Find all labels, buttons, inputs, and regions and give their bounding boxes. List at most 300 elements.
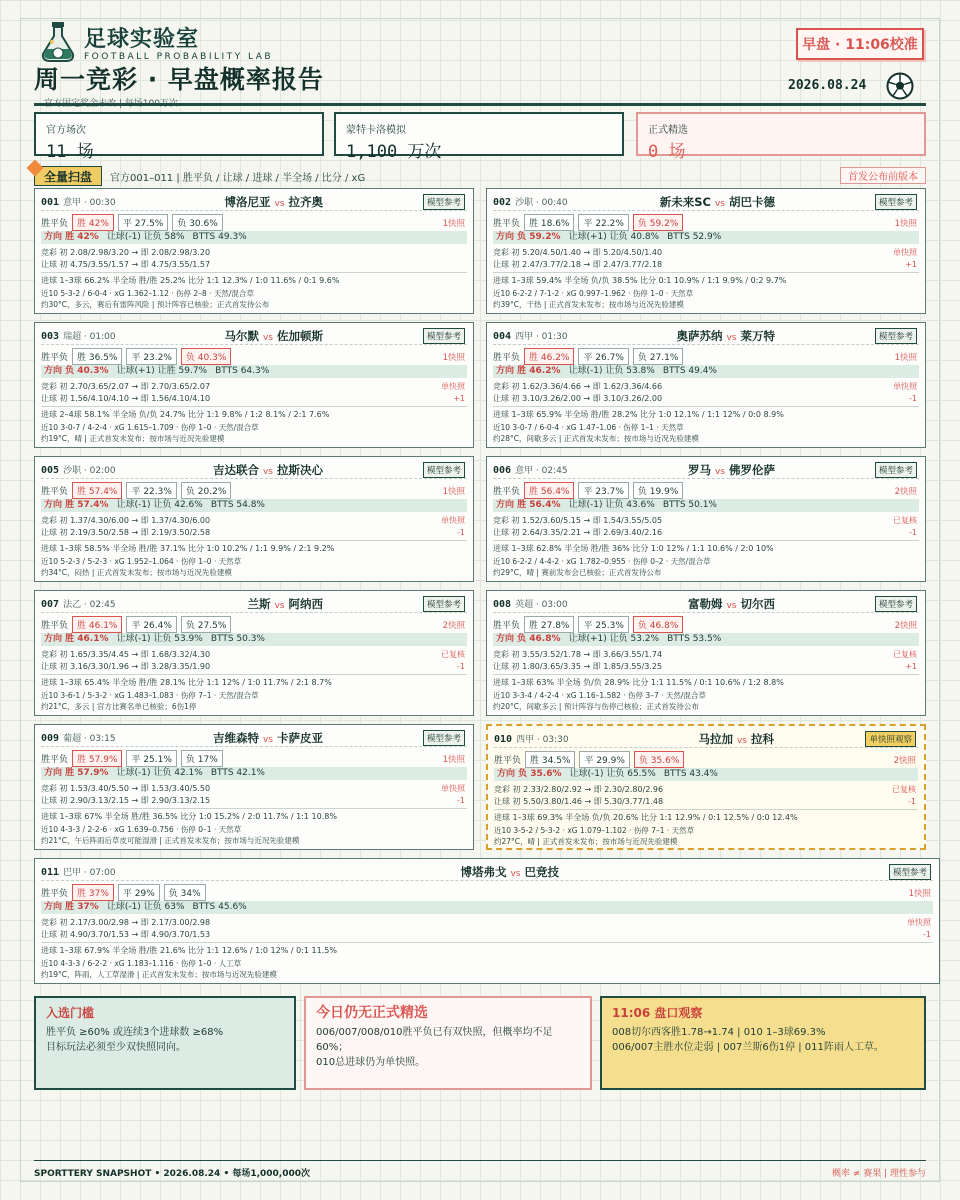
direction-row — [41, 365, 467, 378]
match-id: 008 — [493, 599, 512, 610]
direction-row — [494, 768, 918, 781]
panel-line: 目标玩法必须至少双快照同向。 — [46, 1042, 186, 1053]
card-divider — [41, 612, 467, 613]
weather-lineup-note: 约21°C，多云 | 官方比赛名单已核验；6伤1停 — [41, 702, 197, 711]
goal-score-stats: 进球 1–3球 59.4% 半全场 负/负 38.5% 比分 0:1 10.9% / 1:1 9.9% / 0:2 9.7% — [493, 276, 787, 285]
form-xg-line: 近10 3-0-7 / 6-0-4 · xG 1.47–1.06 · 伤停 1–1 · 天然草 — [493, 423, 684, 432]
alert-label: 单快照 — [893, 248, 917, 257]
stat-matches — [34, 112, 324, 162]
odds-alert — [441, 649, 465, 673]
home-team: 新未来SC — [659, 195, 711, 209]
handicap-prob: 让球(-1) 让负 65.5% — [569, 769, 656, 779]
match-teams — [247, 596, 323, 612]
outcome-win: 胜 46.1% — [72, 616, 122, 633]
match-id: 005 — [41, 465, 60, 476]
btts-prob: BTTS 45.6% — [192, 902, 247, 912]
match-teams — [676, 328, 775, 344]
pre-release-badge: 首发公布前版本 — [840, 167, 926, 184]
goal-score-stats: 进球 1–3球 66.2% 半全场 胜/胜 25.2% 比分 1:1 12.3% / 1:0 11.6% / 0:1 9.6% — [41, 276, 340, 285]
alert-number: -1 — [457, 662, 465, 671]
odds-standard: 竞彩 初 1.65/3.35/4.45 → 即 1.68/3.32/4.30 — [41, 650, 211, 659]
odds-standard: 竞彩 初 2.08/2.98/3.20 → 即 2.08/2.98/3.20 — [41, 248, 211, 257]
outcome-label: 胜平负 — [41, 487, 69, 497]
card-divider — [41, 478, 467, 479]
outcome-label: 胜平负 — [41, 889, 69, 899]
match-league-time: 意甲 · 00:30 — [63, 198, 116, 208]
card-divider — [41, 406, 467, 407]
alert-number: -1 — [923, 930, 931, 939]
footer-right: 概率 ≠ 赛果 | 理性参与 — [831, 1169, 926, 1179]
report-title: 周一竞彩 · 早盘概率报告 — [34, 65, 324, 94]
card-divider — [493, 478, 919, 479]
home-team: 博塔弗戈 — [460, 865, 507, 879]
outcome-draw: 平 29% — [118, 884, 160, 901]
model-ref-badge: 模型参考 — [423, 596, 465, 612]
panel-line: 006/007主胜水位走弱 | 007兰斯6伤1停 | 011阵雨人工草。 — [612, 1042, 884, 1053]
outcome-row — [494, 751, 684, 768]
match-id: 007 — [41, 599, 60, 610]
alert-label: 已复核 — [892, 785, 916, 794]
match-card[interactable] — [486, 188, 926, 314]
match-league-time: 意甲 · 02:45 — [515, 466, 568, 476]
odds-alert — [441, 783, 465, 807]
card-divider — [493, 540, 919, 541]
weather-lineup-note: 约29°C，晴 | 赛前发布会已核验；正式首发待公布 — [493, 568, 662, 577]
away-team: 卡萨皮亚 — [277, 731, 323, 745]
match-card[interactable] — [486, 322, 926, 448]
scan-description: 官方001–011 | 胜平负 / 让球 / 进球 / 半全场 / 比分 / xG — [110, 173, 366, 184]
vs-label: vs — [274, 199, 285, 209]
away-team: 拉科 — [751, 732, 774, 746]
odds-standard: 竞彩 初 3.55/3.52/1.78 → 即 3.66/3.55/1.74 — [493, 650, 663, 659]
outcome-lose: 负 46.8% — [633, 616, 683, 633]
outcome-draw: 平 25.1% — [126, 750, 176, 767]
odds-standard: 竞彩 初 2.70/3.65/2.07 → 即 2.70/3.65/2.07 — [41, 382, 211, 391]
threshold-panel — [34, 996, 296, 1090]
home-team: 博洛尼亚 — [224, 195, 271, 209]
match-league-time: 瑞超 · 01:00 — [63, 332, 116, 342]
model-ref-badge: 模型参考 — [423, 462, 465, 478]
direction-pick: 方向 负 59.2% — [496, 232, 561, 242]
model-ref-badge: 模型参考 — [875, 328, 917, 344]
outcome-lose: 负 30.6% — [172, 214, 222, 231]
odds-handicap: 让球 初 5.50/3.80/1.46 → 即 5.30/3.77/1.48 — [494, 797, 664, 806]
form-xg-line: 近10 6-2-2 / 4-4-2 · xG 1.782–0.955 · 伤停 0–2 · 天然/混合草 — [493, 557, 711, 566]
vs-label: vs — [510, 869, 521, 879]
brand-title: 足球实验室 — [84, 27, 200, 52]
handicap-prob: 让球(-1) 让负 53.9% — [116, 634, 203, 644]
odds-standard: 竞彩 初 1.37/4.30/6.00 → 即 1.37/4.30/6.00 — [41, 516, 211, 525]
outcome-lose: 负 59.2% — [633, 214, 683, 231]
stat-simulations — [334, 112, 624, 162]
outcome-lose: 负 40.3% — [181, 348, 231, 365]
no-pick-panel — [304, 996, 592, 1090]
card-divider — [41, 272, 467, 273]
form-xg-line: 近10 4-3-3 / 6-2-2 · xG 1.183–1.116 · 伤停 1–0 · 人工草 — [41, 959, 242, 968]
alert-number: -1 — [908, 797, 916, 806]
match-league-time: 沙职 · 02:00 — [63, 466, 116, 476]
outcome-row — [41, 750, 223, 767]
weather-lineup-note: 约19°C，阵雨，人工草湿滑 | 正式首发未发布；按市场与近况先验建模 — [41, 970, 277, 979]
match-teams — [224, 194, 323, 210]
form-xg-line: 近10 6-2-2 / 7-1-2 · xG 0.997–1.962 · 伤停 1–0 · 天然草 — [493, 289, 694, 298]
match-teams — [698, 731, 774, 747]
flask-ball-logo — [38, 20, 78, 64]
card-divider — [493, 674, 919, 675]
stat-value: 0 场 — [648, 142, 686, 162]
odds-handicap: 让球 初 4.90/3.70/1.53 → 即 4.90/3.70/1.53 — [41, 930, 211, 939]
goal-score-stats: 进球 1–3球 67% 半全场 胜/胜 36.5% 比分 1:0 15.2% / 2:0 11.7% / 1:1 10.8% — [41, 812, 337, 821]
odds-handicap: 让球 初 2.64/3.35/2.21 → 即 2.69/3.40/2.16 — [493, 528, 663, 537]
outcome-draw: 平 23.7% — [578, 482, 628, 499]
goal-score-stats: 进球 1–3球 62.8% 半全场 胜/胜 36% 比分 1:0 12% / 1:1 10.6% / 2:0 10% — [493, 544, 774, 553]
direction-pick: 方向 胜 46.1% — [44, 634, 109, 644]
report-date: 2026.08.24 — [788, 78, 867, 93]
odds-standard: 竞彩 初 1.53/3.40/5.50 → 即 1.53/3.40/5.50 — [41, 784, 211, 793]
away-team: 切尔西 — [740, 597, 775, 611]
odds-standard: 竞彩 初 2.33/2.80/2.92 → 即 2.30/2.80/2.96 — [494, 785, 664, 794]
match-card[interactable] — [34, 858, 940, 984]
btts-prob: BTTS 64.3% — [215, 366, 270, 376]
odds-handicap: 让球 初 3.16/3.30/1.96 → 即 3.28/3.35/1.90 — [41, 662, 211, 671]
odds-alert — [893, 247, 917, 271]
alert-label: 单快照 — [441, 784, 465, 793]
scan-tag-label: 全量扫盘 — [43, 169, 92, 184]
goal-score-stats: 进球 1–3球 69.3% 半全场 负/负 20.6% 比分 1:1 12.9% / 0:1 12.5% / 0:0 12.4% — [494, 813, 798, 822]
match-league-time: 葡超 · 03:15 — [63, 734, 116, 744]
outcome-win: 胜 42% — [72, 214, 114, 231]
match-card[interactable] — [34, 456, 474, 582]
away-team: 佛罗伦萨 — [729, 463, 775, 477]
btts-prob: BTTS 50.3% — [210, 634, 265, 644]
outcome-lose: 负 17% — [181, 750, 223, 767]
panel-line: 010总进球仍为单快照。 — [316, 1057, 426, 1068]
stat-label: 正式精选 — [648, 125, 688, 136]
outcome-lose: 负 19.9% — [633, 482, 683, 499]
card-divider — [494, 809, 918, 810]
match-teams — [460, 864, 559, 880]
card-divider — [41, 880, 933, 881]
model-ref-badge: 模型参考 — [875, 462, 917, 478]
vs-label: vs — [274, 601, 285, 611]
card-divider — [493, 210, 919, 211]
outcome-draw: 平 22.3% — [126, 482, 176, 499]
btts-prob: BTTS 43.4% — [663, 769, 718, 779]
outcome-draw: 平 29.9% — [579, 751, 629, 768]
snapshot-count: 1快照 — [908, 889, 931, 899]
form-xg-line: 近10 5-2-3 / 5-2-3 · xG 1.952–1.064 · 伤停 1–0 · 天然草 — [41, 557, 242, 566]
alert-label: 单快照 — [907, 918, 931, 927]
card-divider — [41, 344, 467, 345]
away-team: 拉齐奥 — [288, 195, 323, 209]
odds-standard: 竞彩 初 2.17/3.00/2.98 → 即 2.17/3.00/2.98 — [41, 918, 211, 927]
match-league-time: 巴甲 · 07:00 — [63, 868, 116, 878]
match-meta — [41, 597, 116, 610]
snapshot-count: 1快照 — [442, 353, 465, 363]
match-teams — [213, 462, 323, 478]
weather-lineup-note: 约20°C，间歇多云 | 预计阵容与伤停已核验；正式首发待公布 — [493, 702, 699, 711]
card-divider — [493, 612, 919, 613]
stat-value: 11 场 — [46, 142, 94, 162]
alert-number: +1 — [453, 394, 465, 403]
handicap-prob: 让球(+1) 让胜 59.7% — [116, 366, 208, 376]
direction-pick: 方向 胜 37% — [44, 902, 99, 912]
btts-prob: BTTS 50.1% — [662, 500, 717, 510]
outcome-win: 胜 57.9% — [72, 750, 122, 767]
vs-label: vs — [714, 199, 725, 209]
model-ref-badge: 模型参考 — [875, 194, 917, 210]
home-team: 兰斯 — [247, 597, 271, 611]
panel-line: 006/007/008/010胜平负已有双快照，但概率均不足60%； — [316, 1027, 553, 1053]
card-divider — [493, 272, 919, 273]
home-team: 马尔默 — [224, 329, 259, 343]
stat-label: 官方场次 — [46, 125, 86, 136]
model-ref-badge: 单快照观察 — [865, 731, 916, 747]
btts-prob: BTTS 49.3% — [192, 232, 247, 242]
odds-handicap: 让球 初 1.56/4.10/4.10 → 即 1.56/4.10/4.10 — [41, 394, 211, 403]
outcome-win: 胜 46.2% — [524, 348, 574, 365]
match-meta — [41, 731, 116, 744]
outcome-row — [41, 482, 231, 499]
outcome-lose: 负 27.1% — [633, 348, 683, 365]
home-team: 吉达联合 — [212, 463, 259, 477]
outcome-row — [41, 348, 231, 365]
match-card[interactable] — [486, 590, 926, 716]
match-meta — [41, 195, 116, 208]
odds-alert — [892, 784, 916, 808]
outcome-row — [493, 482, 683, 499]
weather-lineup-note: 约34°C，闷热 | 正式首发未发布；按市场与近况先验建模 — [41, 568, 232, 577]
match-league-time: 西甲 · 01:30 — [515, 332, 568, 342]
snapshot-count: 1快照 — [442, 219, 465, 229]
stat-picks — [636, 112, 926, 162]
direction-row — [493, 365, 919, 378]
weather-lineup-note: 约19°C，晴 | 正式首发未发布；按市场与近况先验建模 — [41, 434, 225, 443]
handicap-prob: 让球(+1) 让负 40.8% — [568, 232, 660, 242]
outcome-win: 胜 57.4% — [72, 482, 122, 499]
weather-lineup-note: 约21°C，午后阵雨后草皮可能湿滑 | 正式首发未发布；按市场与近况先验建模 — [41, 836, 300, 845]
form-xg-line: 近10 5-3-2 / 6-0-4 · xG 1.362–1.12 · 伤停 2–8 · 天然/混合草 — [41, 289, 254, 298]
match-meta — [41, 865, 116, 878]
alert-label: 已复核 — [441, 650, 465, 659]
match-meta — [493, 329, 568, 342]
form-xg-line: 近10 3-6-1 / 5-3-2 · xG 1.483–1.083 · 伤停 7–1 · 天然/混合草 — [41, 691, 259, 700]
match-league-time: 法乙 · 02:45 — [63, 600, 116, 610]
match-teams — [213, 730, 323, 746]
alert-label: 单快照 — [441, 382, 465, 391]
match-meta — [41, 463, 116, 476]
vs-label: vs — [262, 735, 273, 745]
stat-label: 蒙特卡洛模拟 — [346, 125, 406, 136]
outcome-label: 胜平负 — [493, 219, 521, 229]
outcome-label: 胜平负 — [494, 756, 522, 766]
outcome-label: 胜平负 — [41, 621, 69, 631]
outcome-lose: 负 20.2% — [181, 482, 231, 499]
odds-standard: 竞彩 初 5.20/4.50/1.40 → 即 5.20/4.50/1.40 — [493, 248, 663, 257]
outcome-row — [493, 616, 683, 633]
header-rule — [34, 103, 926, 106]
footer-left: SPORTTERY SNAPSHOT • 2026.08.24 • 每场1,000,000次 — [34, 1169, 311, 1179]
odds-alert — [907, 917, 931, 941]
stat-value: 1,100 万次 — [346, 142, 442, 162]
snapshot-count: 1快照 — [894, 353, 917, 363]
match-card[interactable] — [486, 456, 926, 582]
alert-number: +1 — [905, 260, 917, 269]
odds-handicap: 让球 初 3.10/3.26/2.00 → 即 3.10/3.26/2.00 — [493, 394, 663, 403]
btts-prob: BTTS 52.9% — [667, 232, 722, 242]
goal-score-stats: 进球 1–3球 65.4% 半全场 胜/胜 28.1% 比分 1:1 12% / 1:0 11.7% / 2:1 8.7% — [41, 678, 332, 687]
handicap-prob: 让球(-1) 让负 53.8% — [568, 366, 655, 376]
match-league-time: 沙职 · 00:40 — [515, 198, 568, 208]
match-id: 004 — [493, 331, 512, 342]
direction-pick: 方向 负 46.8% — [496, 634, 561, 644]
btts-prob: BTTS 53.5% — [667, 634, 722, 644]
handicap-prob: 让球(+1) 让负 53.2% — [568, 634, 660, 644]
card-divider — [41, 674, 467, 675]
odds-alert — [893, 515, 917, 539]
snapshot-count: 2快照 — [894, 621, 917, 631]
snapshot-count: 1快照 — [442, 755, 465, 765]
match-id: 011 — [41, 867, 60, 878]
odds-handicap: 让球 初 4.75/3.55/1.57 → 即 4.75/3.55/1.57 — [41, 260, 211, 269]
match-teams — [224, 328, 323, 344]
card-divider — [494, 747, 918, 748]
direction-pick: 方向 胜 56.4% — [496, 500, 561, 510]
odds-standard: 竞彩 初 1.62/3.36/4.66 → 即 1.62/3.36/4.66 — [493, 382, 663, 391]
handicap-prob: 让球(-1) 让负 43.6% — [568, 500, 655, 510]
outcome-row — [493, 348, 683, 365]
weather-lineup-note: 约28°C，间歇多云 | 正式首发未发布；按市场与近况先验建模 — [493, 434, 699, 443]
outcome-win: 胜 37% — [72, 884, 114, 901]
outcome-label: 胜平负 — [41, 755, 69, 765]
snapshot-count: 1快照 — [442, 487, 465, 497]
match-meta — [493, 463, 568, 476]
outcome-win: 胜 36.5% — [72, 348, 122, 365]
match-id: 001 — [41, 197, 60, 208]
match-card[interactable] — [34, 724, 474, 850]
match-meta — [493, 195, 568, 208]
outcome-label: 胜平负 — [41, 219, 69, 229]
direction-pick: 方向 胜 46.2% — [496, 366, 561, 376]
match-meta — [493, 597, 568, 610]
vs-label: vs — [726, 601, 737, 611]
away-team: 巴竞技 — [524, 865, 559, 879]
alert-label: 已复核 — [893, 516, 917, 525]
direction-row — [493, 633, 919, 646]
odds-standard: 竞彩 初 1.52/3.60/5.15 → 即 1.54/3.55/5.05 — [493, 516, 663, 525]
match-id: 009 — [41, 733, 60, 744]
panel-line: 胜平负 ≥60% 或连续3个进球数 ≥68% — [46, 1027, 224, 1038]
away-team: 胡巴卡德 — [729, 195, 775, 209]
direction-pick: 方向 胜 57.4% — [44, 500, 109, 510]
odds-alert — [893, 649, 917, 673]
outcome-win: 胜 34.5% — [525, 751, 575, 768]
direction-pick: 方向 胜 57.9% — [44, 768, 109, 778]
market-watch-panel — [600, 996, 926, 1090]
match-meta — [494, 732, 569, 745]
match-teams — [688, 462, 775, 478]
outcome-lose: 负 35.6% — [634, 751, 684, 768]
card-divider — [493, 406, 919, 407]
match-card[interactable] — [34, 188, 474, 314]
match-id: 010 — [494, 734, 513, 745]
goal-score-stats: 进球 1–3球 58.5% 半全场 胜/胜 37.1% 比分 1:0 10.2% / 1:1 9.9% / 2:1 9.2% — [41, 544, 335, 553]
direction-row — [41, 767, 467, 780]
handicap-prob: 让球(-1) 让负 42.6% — [116, 500, 203, 510]
home-team: 吉维森特 — [212, 731, 259, 745]
odds-alert — [893, 381, 917, 405]
match-card[interactable] — [486, 724, 926, 850]
handicap-prob: 让球(-1) 让负 63% — [106, 902, 185, 912]
card-divider — [41, 746, 467, 747]
match-league-time: 西甲 · 03:30 — [516, 735, 569, 745]
away-team: 佐加顿斯 — [277, 329, 323, 343]
outcome-label: 胜平负 — [41, 353, 69, 363]
vs-label: vs — [714, 467, 725, 477]
outcome-win: 胜 56.4% — [524, 482, 574, 499]
alert-label: 单快照 — [893, 382, 917, 391]
home-team: 罗马 — [687, 463, 711, 477]
outcome-row — [41, 214, 223, 231]
form-xg-line: 近10 4-3-3 / 2-2-6 · xG 1.639–0.756 · 伤停 0–1 · 天然草 — [41, 825, 242, 834]
match-card[interactable] — [34, 322, 474, 448]
outcome-label: 胜平负 — [493, 353, 521, 363]
direction-pick: 方向 负 35.6% — [497, 769, 562, 779]
card-divider — [41, 210, 467, 211]
alert-number: -1 — [909, 528, 917, 537]
card-divider — [41, 808, 467, 809]
outcome-draw: 平 27.5% — [118, 214, 168, 231]
form-xg-line: 近10 3-0-7 / 4-2-4 · xG 1.615–1.709 · 伤停 1–0 · 天然/混合草 — [41, 423, 259, 432]
outcome-draw: 平 22.2% — [578, 214, 628, 231]
match-card[interactable] — [34, 590, 474, 716]
away-team: 拉斯决心 — [277, 463, 323, 477]
home-team: 马拉加 — [698, 732, 733, 746]
btts-prob: BTTS 54.8% — [210, 500, 265, 510]
match-id: 006 — [493, 465, 512, 476]
outcome-draw: 平 26.4% — [126, 616, 176, 633]
match-id: 003 — [41, 331, 60, 342]
model-ref-badge: 模型参考 — [423, 328, 465, 344]
model-ref-badge: 模型参考 — [875, 596, 917, 612]
vs-label: vs — [262, 467, 273, 477]
home-team: 富勒姆 — [687, 597, 723, 611]
vs-label: vs — [736, 736, 747, 746]
alert-label: 已复核 — [893, 650, 917, 659]
match-meta — [41, 329, 116, 342]
football-icon — [886, 72, 914, 100]
odds-alert — [441, 515, 465, 539]
direction-pick: 方向 负 40.3% — [44, 366, 109, 376]
outcome-row — [41, 884, 206, 901]
outcome-lose: 负 34% — [164, 884, 206, 901]
outcome-draw: 平 26.7% — [578, 348, 628, 365]
odds-handicap: 让球 初 2.47/3.77/2.18 → 即 2.47/3.77/2.18 — [493, 260, 663, 269]
calibration-badge: 早盘 · 11:06校准 — [796, 28, 924, 60]
panel-line: 008切尔西客胜1.78→1.74 | 010 1–3球69.3% — [612, 1027, 826, 1038]
vs-label: vs — [726, 333, 737, 343]
outcome-draw: 平 25.3% — [578, 616, 628, 633]
alert-label: 单快照 — [441, 516, 465, 525]
outcome-lose: 负 27.5% — [181, 616, 231, 633]
btts-prob: BTTS 42.1% — [210, 768, 265, 778]
snapshot-count: 2快照 — [894, 487, 917, 497]
model-ref-badge: 模型参考 — [889, 864, 931, 880]
outcome-label: 胜平负 — [493, 487, 521, 497]
match-league-time: 英超 · 03:00 — [515, 600, 568, 610]
outcome-draw: 平 23.2% — [126, 348, 176, 365]
direction-row — [493, 231, 919, 244]
